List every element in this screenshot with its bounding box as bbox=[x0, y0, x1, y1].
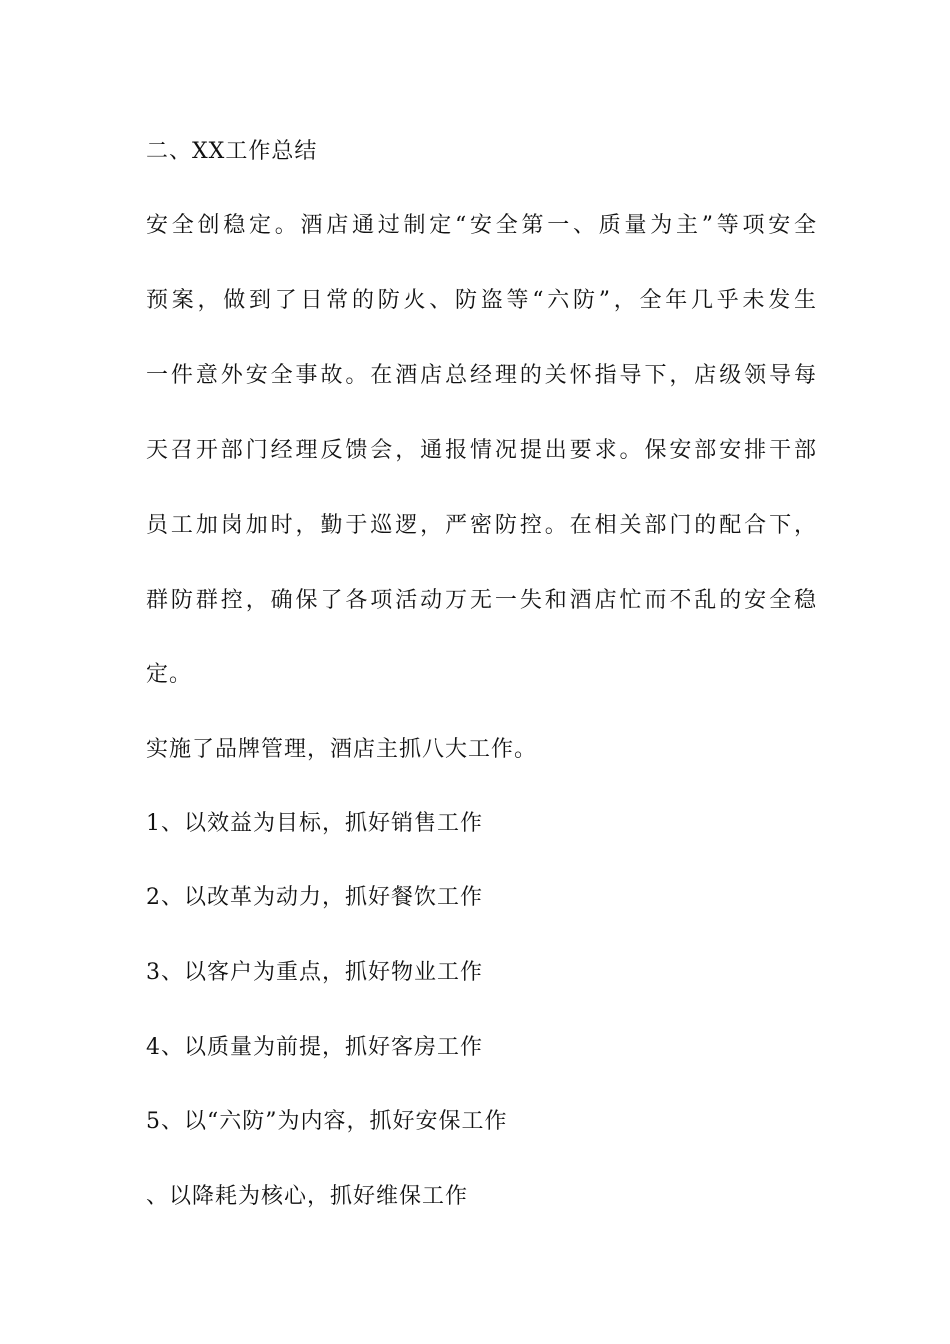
paragraph-line: 安全创稳定。酒店通过制定“安全第一、质量为主”等项安全 bbox=[146, 213, 816, 238]
list-item: 4、以质量为前提，抓好客房工作 bbox=[146, 1035, 483, 1060]
list-item: 3、以客户为重点，抓好物业工作 bbox=[146, 960, 483, 985]
paragraph-line: 天召开部门经理反馈会，通报情况提出要求。保安部安排干部 bbox=[146, 438, 816, 463]
list-item: 5、以“六防”为内容，抓好安保工作 bbox=[146, 1109, 508, 1134]
list-item: 、以降耗为核心，抓好维保工作 bbox=[146, 1184, 469, 1209]
section-heading: 二、XX工作总结 bbox=[146, 139, 318, 164]
paragraph-line: 定。 bbox=[146, 662, 193, 687]
list-item: 1、以效益为目标，抓好销售工作 bbox=[146, 811, 483, 836]
intro-line: 实施了品牌管理，酒店主抓八大工作。 bbox=[146, 737, 538, 762]
paragraph-line: 一件意外安全事故。在酒店总经理的关怀指导下，店级领导每 bbox=[146, 363, 816, 388]
paragraph-line: 预案，做到了日常的防火、防盗等“六防”，全年几乎未发生 bbox=[146, 288, 816, 313]
list-item: 2、以改革为动力，抓好餐饮工作 bbox=[146, 885, 483, 910]
paragraph-line: 群防群控，确保了各项活动万无一失和酒店忙而不乱的安全稳 bbox=[146, 588, 816, 613]
paragraph-line: 员工加岗加时，勤于巡逻，严密防控。在相关部门的配合下， bbox=[146, 513, 816, 538]
